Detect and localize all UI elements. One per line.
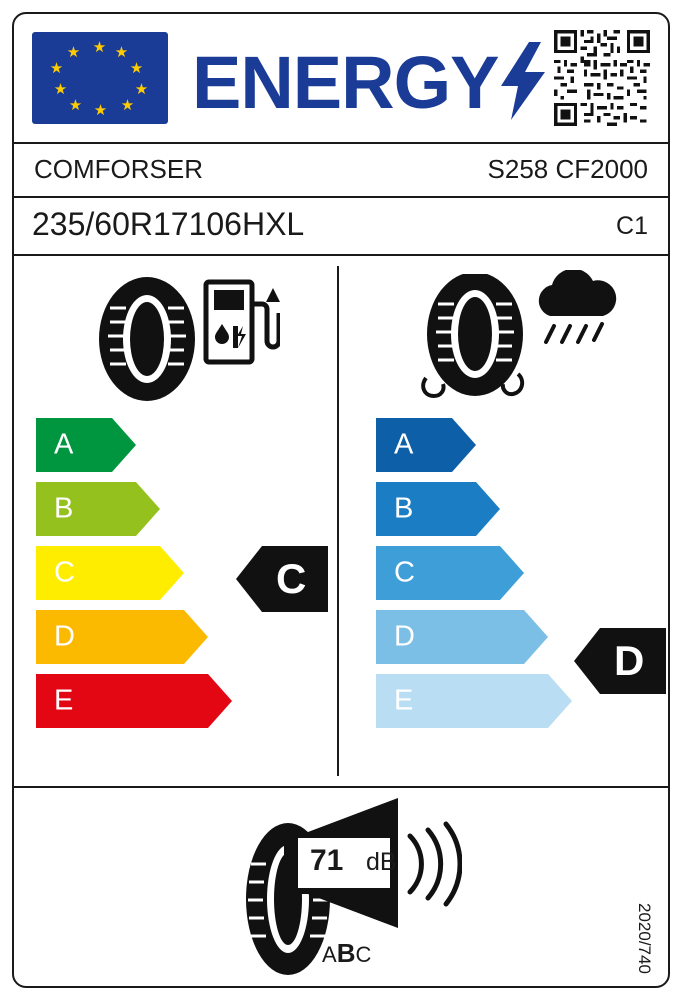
noise-class-c: C bbox=[355, 942, 372, 967]
eu-flag-icon: ★ ★ ★ ★ ★ ★ ★ ★ ★ ★ bbox=[32, 32, 168, 124]
grade-letter: A bbox=[54, 428, 74, 461]
grade-letter: B bbox=[394, 492, 414, 525]
noise-value: 71 bbox=[310, 844, 344, 877]
date-code: 2020/740 bbox=[635, 903, 654, 974]
label-header bbox=[14, 14, 668, 142]
noise-group bbox=[238, 798, 458, 978]
noise-class-scale bbox=[322, 938, 371, 969]
panel-separator bbox=[337, 266, 339, 776]
sound-waves-icon bbox=[404, 814, 462, 914]
fuel-pump-icon bbox=[200, 274, 280, 370]
ratings-panel bbox=[14, 256, 668, 786]
tyre-wet-icon bbox=[420, 274, 530, 404]
fuel-rating-badge bbox=[236, 546, 328, 612]
grade-bar-a bbox=[36, 418, 136, 472]
wet-rating-badge bbox=[574, 628, 666, 694]
model-name: S258 CF2000 bbox=[487, 154, 648, 184]
wet-rating-letter: D bbox=[614, 637, 645, 684]
rain-cloud-icon bbox=[528, 270, 624, 366]
tyre-icon bbox=[92, 274, 202, 404]
noise-panel bbox=[14, 788, 668, 988]
grade-letter: B bbox=[54, 492, 74, 525]
tyre-class: C1 bbox=[616, 212, 648, 240]
grade-letter: A bbox=[394, 428, 414, 461]
brand-row bbox=[14, 144, 668, 196]
energy-bolt-icon bbox=[501, 42, 545, 120]
page-title: ENERGY bbox=[192, 41, 499, 124]
noise-class-a: A bbox=[322, 942, 337, 967]
grade-letter: E bbox=[394, 684, 414, 717]
grade-letter: C bbox=[394, 556, 415, 589]
label-frame bbox=[12, 12, 670, 988]
brand-name: COMFORSER bbox=[34, 154, 203, 184]
grade-letter: D bbox=[394, 620, 415, 653]
noise-class-b: B bbox=[336, 938, 356, 968]
grade-letter: D bbox=[54, 620, 75, 653]
tyre-size: 235/60R17106HXL bbox=[32, 206, 305, 242]
grade-letter: C bbox=[54, 556, 75, 589]
fuel-rating-letter: C bbox=[276, 555, 307, 602]
wet-bar-a bbox=[376, 418, 476, 472]
grade-letter: E bbox=[54, 684, 74, 717]
size-row bbox=[14, 198, 668, 254]
qr-code bbox=[554, 30, 650, 126]
noise-unit: dB bbox=[366, 848, 397, 876]
